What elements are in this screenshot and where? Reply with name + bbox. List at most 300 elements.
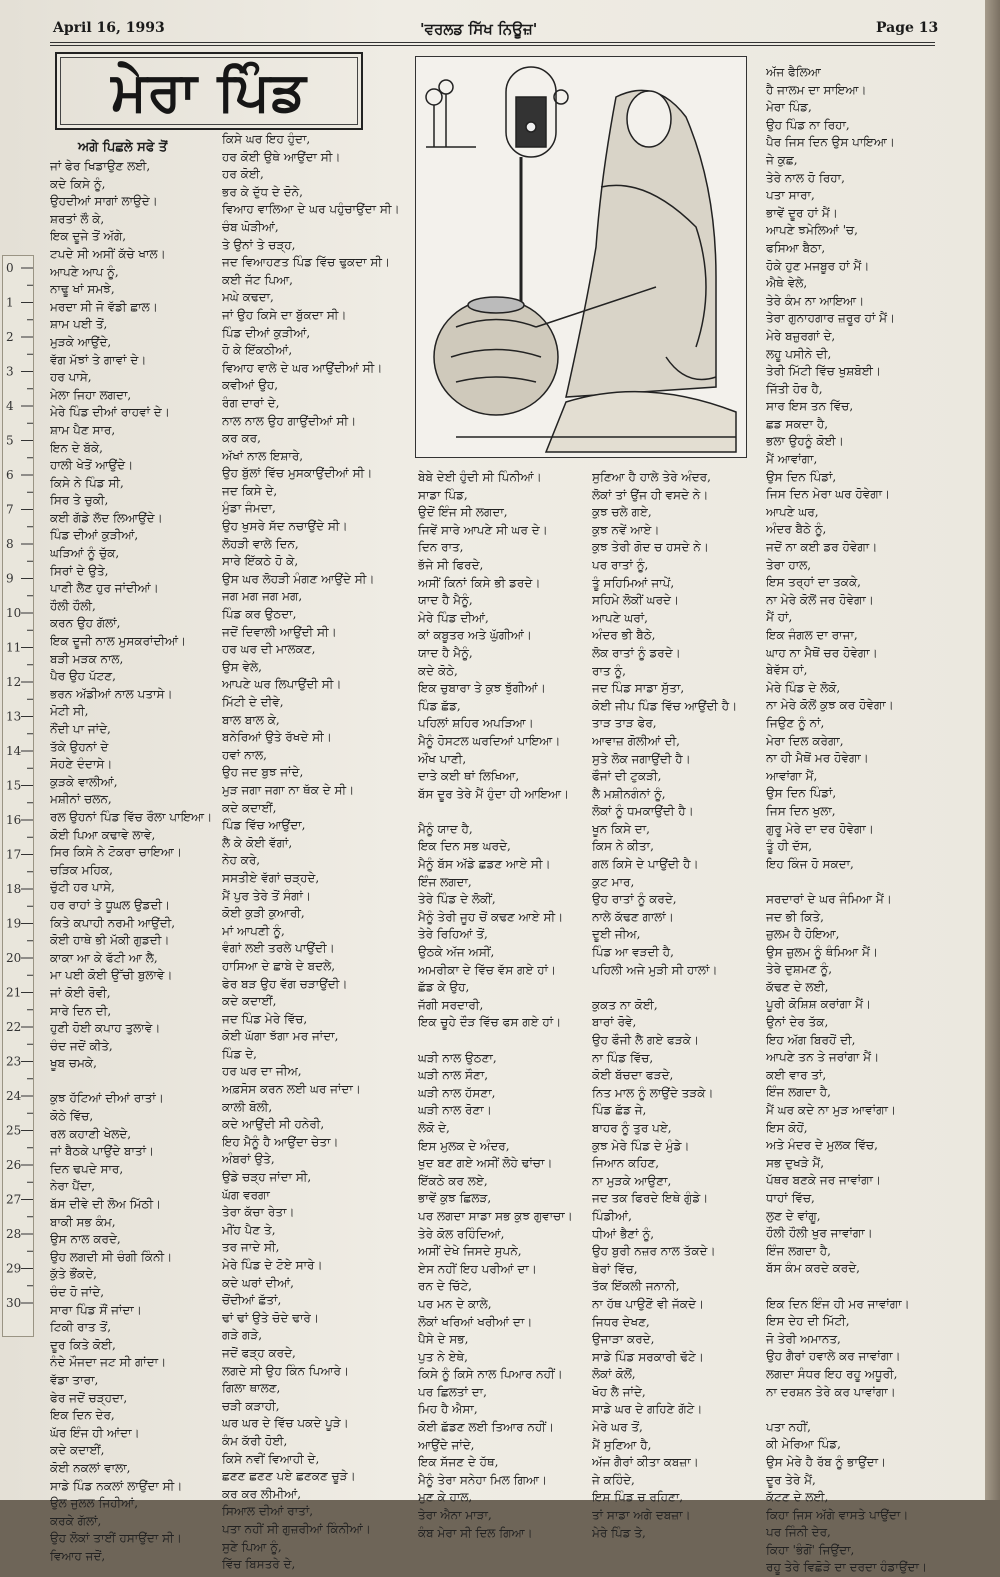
poem-line: ਸੁਣੇ ਪਿਆ ਨੂੰ,: [222, 1539, 282, 1554]
poem-line: ਹਰ ਰਾਹਾਂ ਤੇ ਧੂਘਲ ਉਡਦੀ।: [50, 897, 171, 912]
poem-line: ਇਕ ਚੂਹੇ ਦੌੜ ਵਿੱਚ ਫਸ ਗਏ ਹਾਂ।: [418, 1015, 562, 1030]
ruler-label: 2: [6, 330, 14, 344]
poem-line: ਕਈ ਗੱਡੇ ਲੱਦ ਲਿਆਉਂਦੇ।: [50, 510, 163, 525]
poem-line: ਜਦ ਵਿਆਹਣਤ ਪਿੰਡ ਵਿੱਚ ਢੁਕਦਾ ਸੀ।: [222, 255, 391, 270]
stanza-break: [766, 1278, 934, 1296]
poem-line: ਹੋਕੇ ਹੁਣ ਮਜਬੂਰ ਹਾਂ ਮੈਂ।: [766, 258, 870, 273]
ruler-label: 7: [6, 502, 14, 517]
poem-line: ਉਨਾਂ ਦੇਰ ਤੱਕ,: [766, 1015, 829, 1030]
poem-line: ਮੈਂ ਹਾਂ,: [766, 610, 793, 625]
poem-line: ਪਿੰਡ ਕਰ ਉਠਦਾ,: [222, 607, 297, 622]
poem-line: ਇਕ ਚੁਬਾਰਾ ਤੇ ਕੁਝ ਝੁੱਗੀਆਂ।: [418, 681, 546, 696]
poem-line: ਉਹ ਗੈਰਾਂ ਹਵਾਲੇ ਕਰ ਜਾਵਾਂਗਾ।: [766, 1349, 901, 1364]
poem-line: ਇਕ ਦਿਨ ਇੰਜ ਹੀ ਮਰ ਜਾਵਾਂਗਾ।: [766, 1296, 910, 1311]
poem-line: ਕੁਕਤ ਨਾ ਕੋਈ,: [592, 997, 658, 1012]
poem-line: ਤੇਰੀ ਮਿੱਟੀ ਵਿੱਚ ਖੁਸ਼ਬੋਈ।: [766, 364, 882, 379]
poem-line: ਉਹ ਖੁਸਰੇ ਸੱਦ ਨਚਾਉਂਦੇ ਸੀ।: [222, 519, 348, 534]
ruler-label: 30: [6, 1296, 22, 1310]
poem-line: ਆਪਣੇ ਝਮੇਲਿਆਂ 'ਚ,: [766, 223, 858, 238]
poem-line: ਮੁੰਡਾ ਜੰਮਦਾ,: [222, 501, 276, 516]
poem-line: ਲਹੂ ਪਸੀਨੇ ਦੀ,: [766, 346, 832, 361]
poem-line: ਤੇਰਾ ਗੁਨਾਹਗਾਰ ਜ਼ਰੂਰ ਹਾਂ ਮੈਂ।: [766, 311, 896, 326]
poem-line: ਹਰ ਘਰ ਦੀ ਮਾਲਕਣ,: [222, 642, 316, 657]
poem-line: ਜੱਗੀ ਸਰਦਾਰੀ,: [418, 997, 484, 1012]
poem-line: ਹਵਾਂ ਨਾਲ,: [222, 747, 267, 762]
poem-line: ਨੰਦੇ ਮੌਜਦਾ ਜਟ ਸੀ ਗਾਂਦਾ।: [50, 1355, 167, 1370]
poem-line: ਮੇਰੇ ਪਿੰਡ ਤੇ,: [592, 1525, 646, 1540]
poem-line: ਤਾੜ ਤਾੜ ਫੇਰ,: [592, 716, 657, 731]
poem-line: ਰਲ ਕਹਾਣੀ ਖੇਲਦੇ,: [50, 1126, 132, 1141]
poem-line: ਕੁੱਤੇ ਭੌਂਕਦੇ,: [50, 1267, 97, 1282]
poem-line: ਮੇਰੇ ਪਿੰਡ ਦੀਆਂ,: [418, 610, 489, 625]
poem-line: ਇਕ ਦਿਨ ਦੇਰ,: [50, 1408, 115, 1423]
poem-line: ਜਿਸ ਦਿਨ ਖੁਲਾ,: [766, 803, 836, 818]
poem-line: ਘਾਹ ਨਾ ਮੈਥੋਂ ਚਰ ਹੋਵੇਗਾ।: [766, 645, 878, 660]
poem-line: ਮਘੇ ਕਢਦਾ,: [222, 290, 274, 305]
poem-line: ਪਰ ਮਨ ਦੇ ਕਾਲੇ,: [418, 1296, 492, 1311]
poem-line: ਯਾਦ ਹੈ ਮੈਨੂੰ,: [418, 645, 473, 660]
ruler-label: 22: [6, 1020, 22, 1034]
poem-line: ਫੌਜਾਂ ਦੀ ਟੁਕੜੀ,: [592, 769, 662, 784]
poem-line: ਨਾਲੇ ਕੱਢਣ ਗਾਲਾਂ।: [592, 909, 674, 924]
poem-line: ਦਿਨ ਢਪਦੇ ਸਾਰ,: [50, 1161, 124, 1176]
article-title-box: [55, 52, 363, 130]
poem-line: ਉਸ ਦਿਨ ਪਿੰਡਾਂ,: [766, 786, 837, 801]
poem-line: ਇਕ ਦੂਜੇ ਤੋਂ ਅੱਗੇ,: [50, 229, 127, 244]
poem-line: ਪਹਿਲੀ ਅਜੇ ਮੁੜੀ ਸੀ ਹਾਲਾਂ।: [592, 962, 718, 977]
poem-line: ਲੋਕੋ ਦੇ,: [418, 1120, 450, 1135]
poem-line: ਤੇਰੇ ਕੰਮ ਨਾ ਆਇਆ।: [766, 293, 865, 308]
poem-line: ਰਾਤ ਨੂੰ,: [592, 663, 626, 678]
woman-spinning-wheel-illustration: [415, 56, 747, 458]
poem-line: ਜਾਂ ਉਹ ਕਿਸੇ ਦਾ ਬੁੱਕਦਾ ਸੀ।: [222, 307, 347, 322]
poem-line: ਮਰਦਾ ਸੀ ਜੋ ਵੱਡੀ ਛਾਲ।: [50, 299, 158, 314]
poem-line: ਜਾਂ ਕੋਈ ਰੋਵੀ,: [50, 985, 111, 1000]
poem-line: ਹਾਲੀ ਖੇਤੋਂ ਆਉਂਦੇ।: [50, 458, 134, 473]
poem-line: ਕੋਈ ਘੱਗਾ ਝੱਗਾ ਮਰ ਜਾਂਦਾ,: [222, 1029, 339, 1044]
ruler-label: 1: [6, 295, 14, 310]
poem-line: ਉਜਾੜਾ ਕਰਦੇ,: [592, 1332, 655, 1347]
ruler-label: 6: [6, 468, 14, 482]
poem-line: ਲੈ ਕੇ ਕੋਈ ਵੱਗਾਂ,: [222, 835, 293, 850]
poem-line: ਬੇਵੱਸ ਹਾਂ,: [766, 663, 808, 678]
poem-line: ਤੱਕੇ ਉਹਨਾਂ ਦੇ: [50, 739, 109, 754]
poem-line: ਅਸੀਂ ਦੇਖੇ ਜਿਸਦੇ ਸੁਪਨੇ,: [418, 1244, 522, 1259]
poem-line: ਸਿਆਲ ਦੀਆਂ ਰਾਤਾਂ,: [222, 1504, 314, 1519]
poem-line: ਕੱਟਣ ਦੇ ਲਈ,: [766, 1490, 829, 1505]
poem-line: ਢਾਂ ਢਾਂ ਉਤੇ ਚੋਦੇ ਢਾਰੇ।: [222, 1310, 319, 1325]
poem-line: ਮੇਰੇ ਪਿੰਡ ਦੀਆਂ ਰਾਹਵਾਂ ਦੇ।: [50, 405, 170, 420]
poem-line: ਨੇਰਾ ਪੈਂਦਾ,: [50, 1179, 96, 1194]
ruler-label: 0: [6, 261, 14, 275]
poem-line: ਆਪਣੇ ਘਰਾਂ,: [592, 610, 649, 625]
poem-line: ਮੇਰੇ ਘਰ ਤੋਂ,: [592, 1420, 643, 1435]
poem-line: ਕੁੜਕੇ ਵਾਲੀਆਂ,: [50, 774, 118, 789]
poem-line: ਕਰ ਕਰ,: [222, 431, 261, 446]
poem-line: ਕਿਸ ਨੇ ਕੀਤਾ,: [592, 839, 654, 854]
poem-line: ਸ਼ਰਤਾਂ ਲੌ ਕੇ,: [50, 211, 105, 226]
poem-column-4: [592, 469, 760, 1542]
poem-line: ਪਰ ਛਿਲਤਾਂ ਦਾ,: [418, 1384, 487, 1399]
poem-line: ਸੁਤੇ ਲੋਕ ਜਗਾਉਂਦੀ ਹੈ।: [592, 751, 691, 766]
ruler-label: 20: [6, 951, 22, 965]
poem-line: ਨੇਹ ਕਰੇ,: [222, 853, 261, 868]
poem-line: ਕੁਝ ਤੇਰੀ ਗੋਦ ਚ ਹਸਦੇ ਨੇ।: [592, 540, 709, 555]
poem-line: ਮੈਨੂੰ ਹੋਸਟਲ ਘਰਦਿਆਂ ਪਾਇਆ।: [418, 733, 561, 748]
stanza-break: [592, 979, 760, 997]
poem-line: ਸਭ ਦੁਖੜੇ ਮੈਂ,: [766, 1155, 825, 1170]
ruler-label: 3: [6, 364, 14, 379]
poem-line: ਉਸ ਜ਼ੁਲਮ ਨੂੰ ਥੰਮਿਆ ਮੈਂ।: [766, 944, 878, 959]
ruler-label: 21: [6, 985, 22, 1000]
poem-line: ਲੁਣ ਦੇ ਵਾਂਗੂ,: [766, 1208, 821, 1223]
ruler-label: 8: [6, 537, 14, 551]
poem-line: ਮੀਂਹ ਪੈਣ ਤੇ,: [222, 1222, 276, 1237]
poem-line: ਜਗ ਮਗ ਜਗ ਮਗ,: [222, 589, 303, 604]
poem-line: ਜੋ ਤੇਰੀ ਅਮਾਨਤ,: [766, 1331, 841, 1346]
poem-line: ਹਰ ਕੋਈ ਉਥੇ ਆਉਂਦਾ ਸੀ।: [222, 149, 341, 164]
poem-line: ਉਸ ਘਰ ਲੋਹੜੀ ਮੰਗਣ ਆਉਂਦੇ ਸੀ।: [222, 571, 375, 586]
poem-line: ਭਾਵੇਂ ਕੁਝ ਛਿਲੜ,: [418, 1191, 492, 1206]
poem-line: ਪਰ ਜਿੰਨੀ ਦੇਰ,: [766, 1525, 831, 1540]
poem-line: ਤੇਰਾ ਕੱਚਾ ਰੇਤਾ।: [222, 1205, 295, 1220]
poem-line: ਹਰ ਪਾਸੇ,: [50, 370, 92, 385]
poem-line: ਸਹਿਮੇ ਲੋਕੀਂ ਘਰਦੇ।: [592, 593, 680, 608]
poem-line: ਮੈਨੂੰ ਬੱਸ ਅੱਡੇ ਛਡਣ ਆਏ ਸੀ।: [418, 857, 551, 872]
poem-line: ਜਿੱਤੀ ਹੋਰ ਹੈ,: [766, 381, 823, 396]
poem-line: ਵਿਆਹ ਜਦੋਂ,: [50, 1548, 106, 1563]
poem-line: ਇਕ ਦੂਜੀ ਨਾਲ ਮੁਸਕਰਾਂਦੀਆਂ।: [50, 634, 187, 649]
poem-line: ਜਦ ਤਕ ਫਿਰਦੇ ਇਥੇ ਗੁੰਡੇ।: [592, 1191, 709, 1206]
poem-line: ਜਦੋਂ ਨਾ ਕਈ ਡਰ ਹੋਵੇਗਾ।: [766, 540, 878, 555]
poem-line: ਕਿਸੇ ਨੂੰ ਕਿਸੇ ਨਾਲ ਪਿਆਰ ਨਹੀਂ।: [418, 1367, 563, 1382]
poem-line: ਕਦੇ ਕਿਸੇ ਨੂੰ,: [50, 176, 106, 191]
poem-line: ਅੰਦਰ ਬੈਠੇ ਨੂੰ,: [766, 522, 827, 537]
poem-line: ਕਾਕਾ ਆ ਕੇ ਫੱਟੀ ਆ ਲੈ,: [50, 950, 158, 965]
poem-line: ਮੇਰੇ ਪਿੰਡ ਦੇ ਲੋਕੋ,: [766, 680, 841, 695]
poem-line: ਸੋਹਣੇ ਦੰਦਾਸੇ।: [50, 757, 113, 772]
poem-line: ਇਹ ਅੱਗ ਬਿਰਹੋਂ ਦੀ,: [766, 1032, 856, 1047]
poem-line: ਨਾਢੂ ਖਾਂ ਸਮਝੇ,: [50, 282, 115, 297]
poem-line: ਔਖ ਪਾਣੀ,: [418, 751, 467, 766]
poem-line: ਉਹ ਬੁਰੀ ਨਜ਼ਰ ਨਾਲ ਤੱਕਦੇ।: [592, 1244, 716, 1259]
ruler-label: 16: [6, 813, 22, 827]
poem-line: ਕੰਮ ਕੱਰੀ ਹੋਈ,: [222, 1433, 288, 1448]
poem-line: ਨਾਲ ਨਾਲ ਉਹ ਗਾਉਂਦੀਆਂ ਸੀ।: [222, 413, 357, 428]
poem-line: ਰੰਗ ਦਾਰਾਂ ਦੇ,: [222, 395, 280, 410]
ruler-label: 4: [6, 399, 14, 413]
poem-line: ਮੈਂ ਘਰ ਕਦੇ ਨਾ ਮੁੜ ਆਵਾਂਗਾ।: [766, 1103, 896, 1118]
poem-line: ਉਲ ਜੁਲਲ ਜਿਹੀਆਂ,: [50, 1496, 139, 1511]
poem-line: ਜਿਉਣ ਨੂੰ ਨਾਂ,: [766, 715, 825, 730]
poem-line: ਤੇਰੇ ਦੁਸ਼ਮਣ ਨੂੰ,: [766, 962, 833, 977]
poem-line: ਬਾਲ ਬਾਲ ਕੇ,: [222, 712, 280, 727]
poem-line: ਖੋਹ ਲੈ ਜਾਂਦੇ,: [592, 1384, 646, 1399]
poem-line: ਕੁਝ ਨਵੇਂ ਆਏ।: [592, 522, 660, 537]
poem-line: ਵਿਆਹ ਵਾਲੇ ਦੇ ਘਰ ਆਉਂਦੀਆਂ ਸੀ।: [222, 360, 383, 375]
ruler-label: 5: [6, 433, 14, 448]
poem-line: ਕੱਢਣ ਦੇ ਲਈ,: [766, 979, 829, 994]
page-edge: [985, 0, 1000, 1500]
poem-line: ਨਾ ਮੇਰੇ ਕੋਲੋਂ ਜਰ ਹੋਵੇਗਾ।: [766, 592, 874, 607]
ruler-label: 15: [6, 778, 22, 793]
poem-line: ਕੋਈ ਛੱਡਣ ਲਈ ਤਿਆਰ ਨਹੀਂ।: [418, 1420, 554, 1435]
poem-line: ਕਿਸੇ ਨਵੀਂ ਵਿਆਹੀ ਦੇ,: [222, 1451, 320, 1466]
poem-line: ਮੈਂ ਪੁਰ ਤੇਰੇ ਤੋਂ ਸੰਗਾਂ।: [222, 888, 311, 903]
poem-line: ਘੜੀ ਨਾਲ ਉਠਣਾ,: [418, 1050, 497, 1065]
ruler-label: 27: [6, 1192, 22, 1207]
poem-line: ਆਪਣੇ ਘਰ,: [766, 504, 819, 519]
poem-line: ਪੱਥਰ ਬਣਕੇ ਜਰ ਜਾਵਾਂਗਾ।: [766, 1173, 882, 1188]
poem-line: ਮੈਨੂੰ ਤੇਰਾ ਸਨੇਹਾ ਮਿਲ ਗਿਆ।: [418, 1472, 548, 1487]
poem-line: ਆਉਂਦੇ ਜਾਂਦੇ,: [418, 1437, 475, 1452]
poem-line: ਬਾਰਾਂ ਰੋਵੇ,: [592, 1015, 637, 1030]
stanza-break: [418, 803, 586, 821]
poem-line: ਖੂਬ ਚਮਕੇ,: [50, 1056, 97, 1071]
poem-line: ਖੁਦ ਬਣ ਗਏ ਅਸੀਂ ਲੋਹੇ ਢਾਂਚਾ।: [418, 1156, 553, 1171]
poem-line: ਜਦ ਪਿੰਡ ਸਾਡਾ ਸੁੱਤਾ,: [592, 681, 685, 696]
poem-line: ਨਾ ਦਰਸ਼ਨ ਤੇਰੇ ਕਰ ਪਾਵਾਂਗਾ।: [766, 1384, 896, 1399]
poem-line: ਰਲ ਉਹਨਾਂ ਪਿੰਡ ਵਿੱਚ ਰੌਲਾ ਪਾਇਆ।: [50, 809, 213, 824]
poem-line: ਆਪਣੇ ਘਰ ਲਿਪਾਉਂਦੀ ਸੀ।: [222, 677, 342, 692]
poem-line: ਕੋਈ ਨਕਲਾਂ ਵਾਲਾ,: [50, 1460, 131, 1475]
poem-line: ਇੰਜ ਲਗਦਾ,: [418, 874, 472, 889]
poem-line: ਸਾਡੇ ਪਿੰਡ ਸਰਕਾਰੀ ਢੱਟੇ।: [592, 1349, 704, 1364]
poem-line: ਇਸ ਤਰ੍ਹਾਂ ਦਾ ਤਕਕੇ,: [766, 575, 861, 590]
poem-line: ਪੂਰੀ ਕੋਸ਼ਿਸ਼ ਕਰਾਂਗਾ ਮੈਂ।: [766, 997, 872, 1012]
poem-line: ਕਦੇ ਕਦਾਈਂ,: [222, 800, 277, 815]
poem-line: ਆਵਾਜ਼ ਗੋਲੀਆਂ ਦੀ,: [592, 733, 680, 748]
poem-line: ਜਿਸ ਦਿਨ ਮੇਰਾ ਘਰ ਹੋਵੇਗਾ।: [766, 487, 891, 502]
poem-line: ਇਹ ਕਿੰਜ ਹੋ ਸਕਦਾ,: [766, 856, 854, 871]
poem-line: ਕੋਈ ਬੱਚਦਾ ਫੜਦੇ,: [592, 1068, 674, 1083]
poem-line: ਮੁੜਕੇ ਆਉਂਦੇ,: [50, 334, 112, 349]
poem-line: ਭੱਜੇ ਸੀ ਫਿਰਦੇ,: [418, 557, 484, 572]
poem-line: ਅਫ਼ਸੋਸ ਕਰਨ ਲਈ ਘਰ ਜਾਂਦਾ।: [222, 1082, 361, 1097]
poem-line: ਤੇਰੇ ਨਾਲ ਹੋ ਰਿਹਾ,: [766, 170, 845, 185]
poem-line: ਜਦ ਪਿੰਡ ਮੇਰੇ ਵਿੱਚ,: [222, 1011, 308, 1026]
poem-line: ਤਰ ਜਾਦੇ ਸੀ,: [222, 1240, 280, 1255]
poem-line: ਹੌਲੀ ਹੌਲੀ ਖੁਰ ਜਾਵਾਂਗਾ।: [766, 1226, 873, 1241]
poem-line: ਇਨ ਦੇ ਬੱਕੇ,: [50, 440, 103, 455]
poem-line: ਬਾਹਰ ਨੂੰ ਤੁਰ ਪਏ,: [592, 1120, 672, 1135]
poem-line: ਪਿੰਡ ਛੱਡ ਜੇ,: [592, 1103, 647, 1118]
poem-line: ਮੇਰੇ ਬਜ਼ੁਰਗਾਂ ਦੇ,: [766, 328, 836, 343]
poem-line: ਚੰਦ ਹੋ ਜਾਂਦੇ,: [50, 1285, 105, 1299]
poem-line: ਸਾਰ ਇਸ ਤਨ ਵਿੱਚ,: [766, 399, 854, 414]
poem-line: ਭਰਨ ਅੱਡੀਆਂ ਨਾਲ ਪਤਾਸੇ।: [50, 686, 173, 701]
poem-line: ਤਾਂ ਸਾਡਾ ਅਗੇ ਦਬਜ਼ਾ।: [592, 1508, 691, 1523]
poem-line: ਪਿੰਡੀਆਂ,: [592, 1208, 632, 1223]
poem-line: ਗਲ ਕਿਸੇ ਦੇ ਪਾਉਂਦੀ ਹੈ।: [592, 857, 699, 872]
poem-line: ਧਾਹਾਂ ਵਿੱਚ,: [766, 1191, 815, 1205]
poem-line: ਰਨ ਦੇ ਚਿੱਟੇ,: [418, 1279, 472, 1294]
poem-line: ਕੁਟ ਮਾਰ,: [592, 874, 635, 889]
poem-line: ਉਹ ਲਗਦੀ ਸੀ ਚੰਗੀ ਕਿੰਨੀ।: [50, 1249, 173, 1264]
poem-line: ਅੱਜ ਗੈਰਾਂ ਕੀਤਾ ਕਬਜ਼ਾ।: [592, 1455, 699, 1470]
illustration-drawing: [416, 57, 746, 457]
poem-line: ਪਿੰਡ ਆ ਵੜਦੀ ਹੈ,: [592, 945, 674, 960]
poem-line: ਖੂਨ ਕਿਸੇ ਦਾ,: [592, 821, 650, 836]
poem-line: ਸਸਤੀਏ ਵੱਗਾਂ ਚੜ੍ਹਦੇ,: [222, 870, 320, 885]
poem-line: ਮੈਨੂੰ ਯਾਦ ਹੈ,: [418, 821, 473, 836]
poem-line: ਕਿਤੇ ਕਪਾਹੀ ਨਰਮੀ ਆਉਂਦੀ,: [50, 915, 176, 930]
poem-line: ਪਰ ਰਾਤਾਂ ਨੂੰ,: [592, 557, 649, 572]
poem-line: ਹਰ ਘਰ ਦਾ ਜੀਅ,: [222, 1064, 302, 1079]
poem-line: ਜਾਂ ਬੈਠਕੇ ਪਾਉਂਦੇ ਬਾਤਾਂ।: [50, 1144, 155, 1159]
poem-line: ਬੇਬੇ ਦੇਈ ਹੁੰਦੀ ਸੀ ਪਿੰਨੀਆਂ।: [418, 470, 542, 484]
article-title: ਮੇਰਾ ਪਿੰਡ: [111, 58, 307, 123]
poem-line: ਤੱਕ ਇੱਕਲੀ ਜਨਾਨੀ,: [592, 1279, 680, 1294]
poem-line: ਪਤਾ ਸਾਰਾ,: [766, 188, 815, 203]
poem-line: ਬੜੀ ਮੜਕ ਨਾਲ,: [50, 651, 124, 666]
poem-line: ਨਾ ਹੀ ਮੈਥੋਂ ਮਰ ਹੋਵੇਗਾ।: [766, 751, 869, 766]
poem-column-3: [418, 469, 586, 1542]
poem-line: ਮਿੱਟੀ ਦੇ ਦੀਵੇ,: [222, 695, 284, 709]
poem-line: ਚੰਦ ਜਦੋਂ ਕੀਤੇ,: [50, 1038, 113, 1053]
poem-line: ਕਾਂ ਕਬੂਤਰ ਅਤੇ ਘੁੱਗੀਆਂ।: [418, 628, 532, 643]
poem-line: ਮੋਟੀ ਸੀ,: [50, 704, 89, 719]
poem-line: ਐਥੇ ਵੇਲੇ,: [766, 276, 808, 291]
poem-line: ਫੇਰ ਜਦੋਂ ਚੜ੍ਹਦਾ,: [50, 1390, 128, 1405]
poem-line: ਸਾਡੇ ਘਰ ਦੇ ਗਹਿਣੇ ਗੱਟੇ।: [592, 1402, 703, 1417]
poem-line: ਮੈਨੂੰ ਤੇਰੀ ਜੂਹ ਚੋਂ ਕਢਣ ਆਏ ਸੀ।: [418, 909, 564, 924]
poem-line: ਲੋਕਾਂ ਖਰਿਆਂ ਖਰੀਆਂ ਦਾ।: [418, 1314, 533, 1329]
measuring-ruler: [2, 255, 34, 1337]
poem-line: ਉਹਦੀਆਂ ਸਾਗਾਂ ਲਾਉਦੇ।: [50, 194, 158, 209]
poem-line: ਭਰ ਕੇ ਦੁੱਧ ਦੇ ਦੋਨੇ,: [222, 184, 303, 199]
poem-line: ਜੇ ਕਹਿੰਦੇ,: [592, 1472, 635, 1487]
poem-line: ਪੈਰ ਜਿਸ ਦਿਨ ਉਸ ਪਾਇਆ।: [766, 135, 895, 150]
poem-line: ਘੱਗ ਵਰਗਾ: [222, 1187, 270, 1202]
poem-line: ਕੋਠੇ ਵਿੱਚ,: [50, 1109, 94, 1124]
stanza-break: [50, 1073, 218, 1091]
poem-line: ਗੜੇ ਗੜੇ,: [222, 1328, 263, 1343]
poem-line: ਜਿਧਰ ਦੇਖਣ,: [592, 1314, 650, 1329]
poem-line: ਕੋਈ ਜੀਪ ਪਿੰਡ ਵਿੱਚ ਆਉਂਦੀ ਹੈ।: [592, 698, 738, 713]
poem-line: ਸ਼ਾਮ ਪਈ ਤੋਂ,: [50, 317, 108, 332]
poem-line: ਕਰਕੇ ਗੱਲਾਂ,: [50, 1513, 102, 1528]
poem-line: ਮੇਰਾ ਪਿੰਡ,: [766, 100, 812, 115]
poem-line: ਲੋਹੜੀ ਵਾਲੇ ਦਿਨ,: [222, 536, 299, 551]
poem-line: ਮੇਰੇ ਪਿੰਡ ਦੇ ਟੋਏ ਸਾਰੇ।: [222, 1258, 323, 1272]
poem-line: ਦੂਈ ਜੀਅ,: [592, 927, 641, 942]
poem-line: ਉਹ ਜਦ ਬੁਝ ਜਾਂਦੇ,: [222, 765, 304, 780]
poem-line: ਨਾ ਮੁੜਕੇ ਆਉਣਾ,: [592, 1173, 672, 1188]
poem-line: ਰਹੂ ਤੇਰੇ ਵਿਛੋੜੇ ਦਾ ਦਰਦਾ ਹੰਡਾਉਂਦਾ।: [766, 1560, 927, 1575]
poem-line: ਉਠਕੇ ਅੱਜ ਅਸੀਂ,: [418, 945, 495, 960]
poem-line: ਸਿਰ ਕਿਸੇ ਨੇ ਟੋਕਰਾ ਚਾਇਆ।: [50, 845, 182, 860]
poem-line: ਦਾਤੇ ਕਈ ਥਾਂ ਲਿਖਿਆ,: [418, 769, 520, 784]
poem-line: ਮਾਂ ਆਪਣੀ ਨੂੰ,: [222, 923, 285, 938]
poem-line: ਤੇ ਉਨਾਂ ਤੇ ਚੜ੍ਹ,: [222, 237, 296, 252]
poem-line: ਬਾਕੀ ਸਭ ਕੰਮ,: [50, 1214, 116, 1229]
ruler-label: 28: [6, 1227, 22, 1241]
poem-line: ਕਈ ਵਾਰ ਤਾਂ,: [766, 1067, 827, 1082]
poem-line: ਟਿਕੀ ਰਾਤ ਤੋਂ,: [50, 1320, 112, 1335]
poem-line: ਤੇਰੇ ਕੋਲ ਰਹਿੰਦਿਆਂ,: [418, 1226, 505, 1241]
poem-line: ਚੰਬ ਘੋੜੀਆਂ,: [222, 219, 279, 234]
poem-line: ਘੜੀ ਨਾਲ ਰੋਣਾ।: [418, 1103, 492, 1118]
poem-line: ਇੰਜ ਲਗਦਾ ਹੈ,: [766, 1243, 831, 1258]
poem-line: ਪਤਾ ਨਹੀਂ ਸੀ ਗੁਜ਼ਰੀਆਂ ਕਿੰਨੀਆਂ।: [222, 1521, 371, 1536]
poem-line: ਚੜੀ ਕੜਾਹੀ,: [222, 1398, 280, 1413]
poem-line: ਪੁਤ ਨੇ ਏਥੇ,: [418, 1349, 468, 1364]
poem-line: ਏਸ ਨਹੀਂ ਇਹ ਪਰੀਆਂ ਦਾ।: [418, 1261, 537, 1276]
poem-line: ਬੱਸ ਦੀਵੇ ਦੀ ਲੋਅ ਮਿੱਠੀ।: [50, 1197, 162, 1212]
poem-line: ਲੋਕਾਂ ਨੂੰ ਧਮਕਾਉਂਦੀ ਹੈ।: [592, 804, 694, 819]
poem-line: ਕਦੇ ਕੋਠੇ,: [418, 663, 458, 678]
poem-line: ਉਹ ਰਾਤਾਂ ਨੂੰ ਕਰਦੇ,: [592, 892, 677, 907]
ruler-label: 12: [6, 675, 22, 689]
poem-line: ਇਸ ਦੇਹ ਦੀ ਮਿੱਟੀ,: [766, 1314, 850, 1329]
poem-line: ਵਿੱਚ ਬਿਸਤਰੇ ਦੇ,: [222, 1557, 296, 1572]
ruler-label: 10: [6, 606, 22, 620]
poem-line: ਅਮਰੀਕਾ ਦੇ ਵਿੱਚ ਵੱਸ ਗਏ ਹਾਂ।: [418, 962, 557, 977]
poem-line: ਫਸਿਆ ਬੈਠਾ,: [766, 240, 826, 255]
poem-line: ਪਾਣੀ ਲੈਣ ਹੁਰ ਜਾਂਦੀਆਂ।: [50, 581, 159, 596]
poem-line: ਥੇਰਾਂ ਵਿੱਚ,: [592, 1261, 638, 1276]
poem-line: ਘੱਰ ਇੰਜ ਹੀ ਆਂਦਾ।: [50, 1425, 140, 1440]
poem-line: ਉਹ ਲੋਕਾਂ ਤਾਈਂ ਹਸਾਉਂਦਾ ਸੀ।: [50, 1531, 182, 1546]
poem-line: ਸਾਰਾ ਪਿੰਡ ਸੌਂ ਜਾਂਦਾ।: [50, 1302, 142, 1317]
poem-line: ਅਤੇ ਮੰਦਰ ਦੇ ਮੁਲਕ ਵਿੱਚ,: [766, 1138, 878, 1153]
poem-line: ਭਲਾ ਉਹਨੂੰ ਕੋਈ।: [766, 434, 844, 449]
poem-line: ਤੇਰੇ ਰਿਹਿਆਂ ਤੋਂ,: [418, 927, 488, 942]
ruler-label: 19: [6, 916, 22, 931]
poem-line: ਸਾਰੇ ਦਿਨ ਦੀ,: [50, 1003, 112, 1018]
poem-line: ਫੇਰ ਬੜ ਉਹ ਵੱਗ ਚੜਾਉਂਦੀ।: [222, 976, 348, 991]
poem-line: ਹੁਣੀ ਹੋਈ ਕਪਾਹ ਤੁਲਾਵੇ।: [50, 1021, 161, 1036]
poem-line: ਲੈ ਮਸ਼ੀਨਗੰਨਾਂ ਨੂੰ,: [592, 786, 666, 801]
poem-line: ਪਿੰਡ ਦੀਆਂ ਕੁੜੀਆਂ,: [222, 325, 311, 340]
poem-line: ਮੈਂ ਆਵਾਂਗਾ,: [766, 452, 818, 467]
poem-line: ਸਿਰ ਤੇ ਚੁਕੀ,: [50, 493, 109, 508]
poem-line: ਮੁਣ ਕੇ ਹਾਲ,: [418, 1490, 473, 1505]
poem-line: ਜਾਂ ਫੇਰ ਖਿਡਾਉਣ ਲਈ,: [50, 159, 151, 173]
poem-line: ਜਦੋਂ ਦਿਵਾਲੀ ਆਉਂਦੀ ਸੀ।: [222, 624, 337, 639]
poem-line: ਉਹ ਬੁੱਲਾਂ ਵਿੱਚ ਮੁਸਕਾਉਂਦੀਆਂ ਸੀ।: [222, 466, 373, 481]
poem-line: ਇੱਕਠੇ ਕਰ ਲਏ,: [418, 1173, 488, 1188]
poem-line: ਲਗਦੇ ਸੀ ਉਹ ਕਿੰਨ ਪਿਆਰੇ।: [222, 1363, 350, 1378]
poem-line: ਪਰ ਲਗਦਾ ਸਾਡਾ ਸਭ ਕੁਝ ਗੁਵਾਚਾ।: [418, 1208, 573, 1223]
poem-line: ਸਰਦਾਰਾਂ ਦੇ ਘਰ ਜੰਮਿਆ ਮੈਂ।: [766, 891, 892, 906]
poem-line: ਚੁੱਟੀ ਹਰ ਪਾਸੇ,: [50, 880, 115, 895]
poem-line: ਤੂੰ ਸਹਿਮਿਆਂ ਜਾਪੇਂ,: [592, 575, 675, 590]
poem-line: ਧੀਆਂ ਭੈਣਾਂ ਨੂੰ,: [592, 1226, 655, 1241]
poem-line: ਨਿਤ ਮਾਲ ਨੂੰ ਲਾਉਂਦੇ ਤੜਕੇ।: [592, 1085, 714, 1100]
poem-line: ਆਪਣੇ ਆਪ ਨੂੰ,: [50, 264, 119, 279]
poem-line: ਲਗਦਾ ਸੰਧਰ ਇਹ ਰਹੂ ਅਧੂਰੀ,: [766, 1366, 898, 1381]
poem-line: ਉਡੇ ਚੜ੍ਹ ਜਾਂਦਾ ਸੀ,: [222, 1170, 312, 1185]
poem-line: ਘੜੀ ਨਾਲ ਸੌਣਾ,: [418, 1068, 489, 1083]
poem-line: ਵੰਗਾਂ ਲਈ ਤਰਲੇ ਪਾਉਂਦੀ।: [222, 941, 335, 956]
poem-line: ਬਨੇਰਿਆਂ ਉਤੇ ਰੱਖਦੇ ਸੀ।: [222, 730, 332, 745]
poem-line: ਆਵਾਂਗਾ ਮੈਂ,: [766, 768, 818, 783]
poem-line: ਜੇ ਕੁਛ,: [766, 152, 798, 167]
poem-line: ਉਹ ਫੌਜੀ ਲੈ ਗਏ ਫੜਕੇ।: [592, 1033, 699, 1047]
ruler-label: 29: [6, 1261, 22, 1276]
page-number: Page 13: [876, 20, 939, 36]
poem-line: ਕੋਈ ਕੁੜੀ ਕੁਆਰੀ,: [222, 906, 305, 921]
poem-line: ਵੱਗ ਮੱਝਾਂ ਤੇ ਗਾਵਾਂ ਦੇ।: [50, 352, 147, 367]
poem-line: ਨਾ ਪਿੰਡ ਵਿੱਚ,: [592, 1050, 654, 1065]
poem-line: ਉਸ ਦਿਨ ਪਿੰਡਾਂ,: [766, 469, 837, 484]
poem-line: ਜਿਆਨ ਕਹਿਣ,: [592, 1156, 660, 1171]
poem-line: ਇੰਜ ਲਗਦਾ ਹੈ,: [766, 1085, 831, 1100]
poem-line: ਪਹਿਲਾਂ ਸ਼ਹਿਰ ਅਪੜਿਆ।: [418, 716, 534, 731]
poem-line: ਛਣਣ ਛਣਣ ਪਏ ਛਣਕਣ ਚੂੜੇ।: [222, 1469, 356, 1484]
